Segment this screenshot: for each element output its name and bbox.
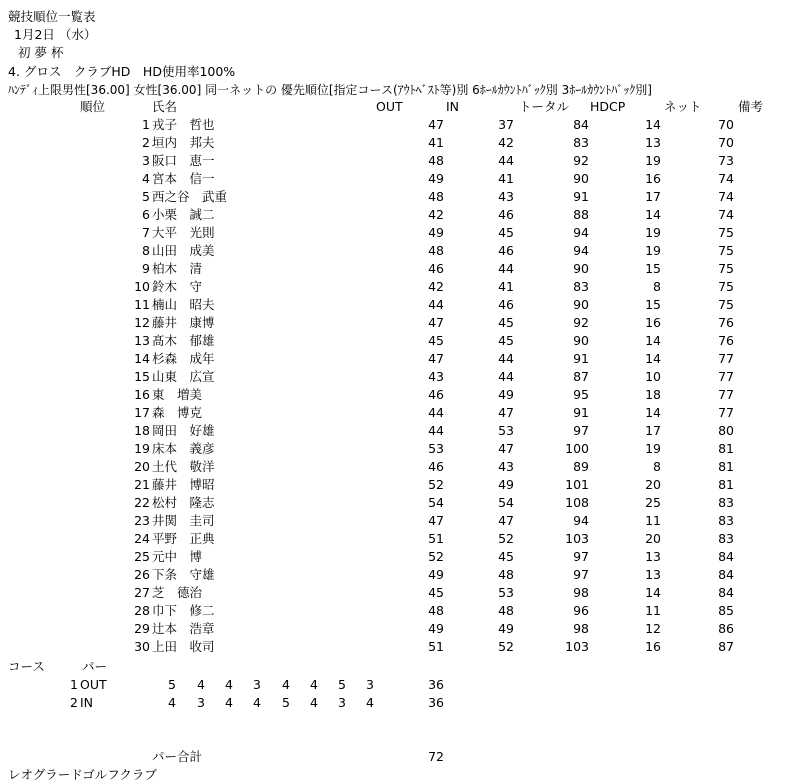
hole-par: 4 [168, 695, 176, 710]
table-row [0, 119, 785, 137]
hole-par: 3 [253, 677, 261, 692]
table-row [0, 227, 785, 245]
out-cell: 49 [428, 567, 444, 582]
table-row [0, 155, 785, 173]
in-cell: 44 [498, 153, 514, 168]
hdcp-cell: 16 [645, 171, 661, 186]
name-cell: 元中 博 [152, 549, 203, 564]
rank-cell: 24 [134, 531, 150, 546]
out-cell: 42 [428, 279, 444, 294]
in-cell: 44 [498, 351, 514, 366]
out-cell: 49 [428, 171, 444, 186]
name-cell: 森 博克 [152, 405, 203, 420]
net-cell: 77 [718, 387, 734, 402]
in-cell: 49 [498, 621, 514, 636]
net-cell: 81 [718, 441, 734, 456]
hdcp-cell: 17 [645, 189, 661, 204]
total-cell: 84 [573, 117, 589, 132]
hdcp-cell: 14 [645, 207, 661, 222]
net-cell: 73 [718, 153, 734, 168]
net-cell: 83 [718, 495, 734, 510]
table-row [0, 263, 785, 281]
net-cell: 86 [718, 621, 734, 636]
net-cell: 76 [718, 333, 734, 348]
in-header: IN [446, 99, 460, 114]
page-title: 競技順位一覧表 [8, 9, 96, 24]
total-header: トータル [519, 99, 570, 114]
name-cell: 床本 義彦 [152, 441, 215, 456]
table-row [0, 173, 785, 191]
table-row [0, 425, 785, 443]
name-cell: 山田 成美 [152, 243, 215, 258]
hole-par: 4 [310, 677, 318, 692]
in-cell: 41 [498, 171, 514, 186]
hole-par: 4 [225, 677, 233, 692]
net-cell: 83 [718, 513, 734, 528]
rank-cell: 22 [134, 495, 150, 510]
net-cell: 84 [718, 567, 734, 582]
total-cell: 103 [565, 531, 589, 546]
rank-cell: 25 [134, 549, 150, 564]
hdcp-cell: 8 [653, 459, 661, 474]
in-cell: 47 [498, 441, 514, 456]
hdcp-cell: 14 [645, 333, 661, 348]
hdcp-cell: 14 [645, 351, 661, 366]
net-cell: 77 [718, 369, 734, 384]
rank-cell: 13 [134, 333, 150, 348]
table-row [0, 353, 785, 371]
name-cell: 大平 光則 [152, 225, 215, 240]
name-cell: 楠山 昭夫 [152, 297, 215, 312]
hdcp-cell: 19 [645, 153, 661, 168]
hole-par: 3 [338, 695, 346, 710]
in-cell: 48 [498, 603, 514, 618]
in-cell: 42 [498, 135, 514, 150]
net-cell: 70 [718, 135, 734, 150]
table-row [0, 407, 785, 425]
table-row [0, 605, 785, 623]
out-cell: 48 [428, 153, 444, 168]
out-cell: 46 [428, 387, 444, 402]
table-row [0, 389, 785, 407]
name-cell: 辻本 浩章 [152, 621, 215, 636]
table-row [0, 209, 785, 227]
total-cell: 90 [573, 333, 589, 348]
in-cell: 45 [498, 333, 514, 348]
hdcp-cell: 19 [645, 243, 661, 258]
rank-cell: 4 [142, 171, 150, 186]
out-cell: 51 [428, 531, 444, 546]
course-name: OUT [80, 677, 107, 692]
in-cell: 46 [498, 207, 514, 222]
out-cell: 48 [428, 603, 444, 618]
net-cell: 75 [718, 225, 734, 240]
total-cell: 87 [573, 369, 589, 384]
out-cell: 49 [428, 621, 444, 636]
total-cell: 98 [573, 585, 589, 600]
hdcp-cell: 8 [653, 279, 661, 294]
hdcp-cell: 14 [645, 405, 661, 420]
name-cell: 巾下 修二 [152, 603, 215, 618]
total-cell: 90 [573, 261, 589, 276]
out-cell: 44 [428, 405, 444, 420]
course-par-total: 36 [428, 695, 444, 710]
hole-par: 4 [366, 695, 374, 710]
note-header: 備考 [738, 99, 764, 114]
hdcp-cell: 12 [645, 621, 661, 636]
table-row [0, 461, 785, 479]
name-cell: 芝 德治 [152, 585, 203, 600]
out-cell: 54 [428, 495, 444, 510]
out-cell: 53 [428, 441, 444, 456]
name-cell: 井関 圭司 [152, 513, 215, 528]
out-cell: 46 [428, 459, 444, 474]
table-row [0, 479, 785, 497]
rank-cell: 12 [134, 315, 150, 330]
hdcp-cell: 14 [645, 117, 661, 132]
course-row [0, 679, 785, 697]
total-cell: 108 [565, 495, 589, 510]
rank-cell: 15 [134, 369, 150, 384]
hdcp-cell: 16 [645, 639, 661, 654]
rank-cell: 8 [142, 243, 150, 258]
table-row [0, 245, 785, 263]
total-cell: 94 [573, 513, 589, 528]
in-cell: 53 [498, 423, 514, 438]
course-number: 1 [70, 677, 78, 692]
rank-cell: 17 [134, 405, 150, 420]
table-row [0, 587, 785, 605]
hdcp-cell: 20 [645, 531, 661, 546]
out-header: OUT [376, 99, 403, 114]
table-row [0, 515, 785, 533]
table-row [0, 371, 785, 389]
in-cell: 37 [498, 117, 514, 132]
hdcp-cell: 19 [645, 441, 661, 456]
name-cell: 山東 広宣 [152, 369, 215, 384]
in-cell: 49 [498, 477, 514, 492]
rank-cell: 16 [134, 387, 150, 402]
total-cell: 92 [573, 315, 589, 330]
total-cell: 97 [573, 567, 589, 582]
name-cell: 下条 守雄 [152, 567, 215, 582]
hdcp-cell: 15 [645, 261, 661, 276]
rank-cell: 28 [134, 603, 150, 618]
name-header: 氏名 [152, 99, 178, 114]
name-cell: 土代 敬洋 [152, 459, 215, 474]
table-header [0, 101, 785, 119]
hdcp-cell: 13 [645, 567, 661, 582]
hole-par: 4 [225, 695, 233, 710]
rank-cell: 19 [134, 441, 150, 456]
hole-par: 4 [253, 695, 261, 710]
hdcp-cell: 11 [645, 603, 661, 618]
total-cell: 103 [565, 639, 589, 654]
net-cell: 70 [718, 117, 734, 132]
par-total-value: 72 [428, 749, 444, 764]
total-cell: 88 [573, 207, 589, 222]
rank-cell: 27 [134, 585, 150, 600]
rank-cell: 3 [142, 153, 150, 168]
name-cell: 上田 收司 [152, 639, 215, 654]
out-cell: 44 [428, 423, 444, 438]
in-cell: 48 [498, 567, 514, 582]
rank-cell: 26 [134, 567, 150, 582]
table-row [0, 533, 785, 551]
hdcp-cell: 13 [645, 135, 661, 150]
out-cell: 51 [428, 639, 444, 654]
name-cell: 東 増美 [152, 387, 203, 402]
total-cell: 90 [573, 297, 589, 312]
par-total-label: パー合計 [152, 749, 203, 764]
par-label: パー [82, 659, 108, 674]
net-cell: 75 [718, 261, 734, 276]
name-cell: 垣内 邦夫 [152, 135, 215, 150]
net-cell: 75 [718, 297, 734, 312]
in-cell: 43 [498, 189, 514, 204]
table-row [0, 335, 785, 353]
rank-cell: 14 [134, 351, 150, 366]
out-cell: 44 [428, 297, 444, 312]
in-cell: 44 [498, 369, 514, 384]
total-cell: 92 [573, 153, 589, 168]
hdcp-cell: 18 [645, 387, 661, 402]
total-cell: 89 [573, 459, 589, 474]
course-number: 2 [70, 695, 78, 710]
in-cell: 52 [498, 531, 514, 546]
in-cell: 53 [498, 585, 514, 600]
golf-club-name: レオグラードゴルフクラブ [8, 767, 157, 782]
rank-cell: 30 [134, 639, 150, 654]
in-cell: 46 [498, 297, 514, 312]
out-cell: 41 [428, 135, 444, 150]
table-row [0, 317, 785, 335]
rank-header: 順位 [80, 99, 106, 114]
total-cell: 91 [573, 189, 589, 204]
total-cell: 97 [573, 423, 589, 438]
table-row [0, 443, 785, 461]
total-cell: 97 [573, 549, 589, 564]
name-cell: 髙木 郁雄 [152, 333, 215, 348]
name-cell: 松村 隆志 [152, 495, 215, 510]
event-name: 初 夢 杯 [18, 45, 64, 60]
hdcp-cell: 14 [645, 585, 661, 600]
out-cell: 47 [428, 513, 444, 528]
total-cell: 94 [573, 243, 589, 258]
rank-cell: 7 [142, 225, 150, 240]
hole-par: 5 [338, 677, 346, 692]
name-cell: 岡田 好雄 [152, 423, 215, 438]
table-row [0, 137, 785, 155]
name-cell: 戎子 哲也 [152, 117, 215, 132]
total-cell: 83 [573, 135, 589, 150]
in-cell: 43 [498, 459, 514, 474]
total-cell: 91 [573, 405, 589, 420]
out-cell: 52 [428, 549, 444, 564]
table-row [0, 551, 785, 569]
net-cell: 80 [718, 423, 734, 438]
in-cell: 52 [498, 639, 514, 654]
table-row [0, 281, 785, 299]
out-cell: 47 [428, 351, 444, 366]
out-cell: 49 [428, 225, 444, 240]
course-label: コース [8, 659, 45, 674]
rank-cell: 20 [134, 459, 150, 474]
out-cell: 42 [428, 207, 444, 222]
total-cell: 90 [573, 171, 589, 186]
net-cell: 84 [718, 585, 734, 600]
hole-par: 4 [310, 695, 318, 710]
table-row [0, 641, 785, 659]
competition-category: 4. グロス クラブHD HD使用率100% [8, 64, 236, 79]
rank-cell: 21 [134, 477, 150, 492]
table-row [0, 623, 785, 641]
table-row [0, 569, 785, 587]
net-cell: 83 [718, 531, 734, 546]
net-cell: 77 [718, 351, 734, 366]
name-cell: 柏木 清 [152, 261, 203, 276]
net-cell: 76 [718, 315, 734, 330]
rank-cell: 1 [142, 117, 150, 132]
course-par-total: 36 [428, 677, 444, 692]
net-cell: 85 [718, 603, 734, 618]
total-cell: 83 [573, 279, 589, 294]
total-cell: 101 [565, 477, 589, 492]
total-cell: 95 [573, 387, 589, 402]
hdcp-cell: 15 [645, 297, 661, 312]
name-cell: 藤井 博昭 [152, 477, 215, 492]
in-cell: 45 [498, 549, 514, 564]
total-cell: 91 [573, 351, 589, 366]
net-cell: 81 [718, 477, 734, 492]
table-row [0, 191, 785, 209]
in-cell: 45 [498, 225, 514, 240]
handicap-rules: ﾊﾝﾃﾞｨ上限男性[36.00] 女性[36.00] 同一ネットの 優先順位[指定コース(ｱｳﾄﾍﾞｽﾄ等)別 6ﾎｰﾙｶｳﾝﾄﾊﾞｯｸ別 3ﾎｰﾙｶｳﾝﾄﾊﾞｯｸ別] [8, 83, 652, 97]
out-cell: 47 [428, 315, 444, 330]
total-cell: 96 [573, 603, 589, 618]
out-cell: 52 [428, 477, 444, 492]
out-cell: 45 [428, 333, 444, 348]
rank-cell: 29 [134, 621, 150, 636]
hole-par: 5 [282, 695, 290, 710]
rank-cell: 11 [134, 297, 150, 312]
table-row [0, 299, 785, 317]
net-cell: 75 [718, 243, 734, 258]
hole-par: 3 [366, 677, 374, 692]
in-cell: 47 [498, 513, 514, 528]
hdcp-cell: 13 [645, 549, 661, 564]
rank-cell: 5 [142, 189, 150, 204]
rank-cell: 23 [134, 513, 150, 528]
name-cell: 西之谷 武重 [152, 189, 228, 204]
in-cell: 45 [498, 315, 514, 330]
hdcp-cell: 11 [645, 513, 661, 528]
net-header: ネット [664, 99, 702, 114]
hdcp-cell: 16 [645, 315, 661, 330]
name-cell: 藤井 康博 [152, 315, 215, 330]
in-cell: 49 [498, 387, 514, 402]
rank-cell: 2 [142, 135, 150, 150]
in-cell: 44 [498, 261, 514, 276]
table-row [0, 497, 785, 515]
out-cell: 48 [428, 189, 444, 204]
rank-cell: 6 [142, 207, 150, 222]
course-name: IN [80, 695, 94, 710]
hdcp-cell: 25 [645, 495, 661, 510]
hdcp-cell: 20 [645, 477, 661, 492]
course-row [0, 697, 785, 715]
out-cell: 47 [428, 117, 444, 132]
in-cell: 54 [498, 495, 514, 510]
net-cell: 74 [718, 207, 734, 222]
event-date: 1月2日 （水） [14, 27, 97, 42]
name-cell: 宮本 信一 [152, 171, 215, 186]
name-cell: 杉森 成年 [152, 351, 215, 366]
out-cell: 46 [428, 261, 444, 276]
total-cell: 98 [573, 621, 589, 636]
hdcp-header: HDCP [590, 99, 626, 114]
net-cell: 75 [718, 279, 734, 294]
net-cell: 74 [718, 171, 734, 186]
hdcp-cell: 10 [645, 369, 661, 384]
net-cell: 77 [718, 405, 734, 420]
name-cell: 阪口 恵一 [152, 153, 215, 168]
hole-par: 4 [197, 677, 205, 692]
out-cell: 43 [428, 369, 444, 384]
hole-par: 4 [282, 677, 290, 692]
name-cell: 平野 正典 [152, 531, 215, 546]
in-cell: 47 [498, 405, 514, 420]
hole-par: 5 [168, 677, 176, 692]
net-cell: 87 [718, 639, 734, 654]
rank-cell: 9 [142, 261, 150, 276]
net-cell: 74 [718, 189, 734, 204]
in-cell: 46 [498, 243, 514, 258]
hdcp-cell: 19 [645, 225, 661, 240]
net-cell: 84 [718, 549, 734, 564]
net-cell: 81 [718, 459, 734, 474]
rank-cell: 10 [134, 279, 150, 294]
rank-cell: 18 [134, 423, 150, 438]
total-cell: 94 [573, 225, 589, 240]
name-cell: 鈴木 守 [152, 279, 203, 294]
out-cell: 48 [428, 243, 444, 258]
in-cell: 41 [498, 279, 514, 294]
name-cell: 小栗 誠二 [152, 207, 215, 222]
out-cell: 45 [428, 585, 444, 600]
total-cell: 100 [565, 441, 589, 456]
hdcp-cell: 17 [645, 423, 661, 438]
hole-par: 3 [197, 695, 205, 710]
